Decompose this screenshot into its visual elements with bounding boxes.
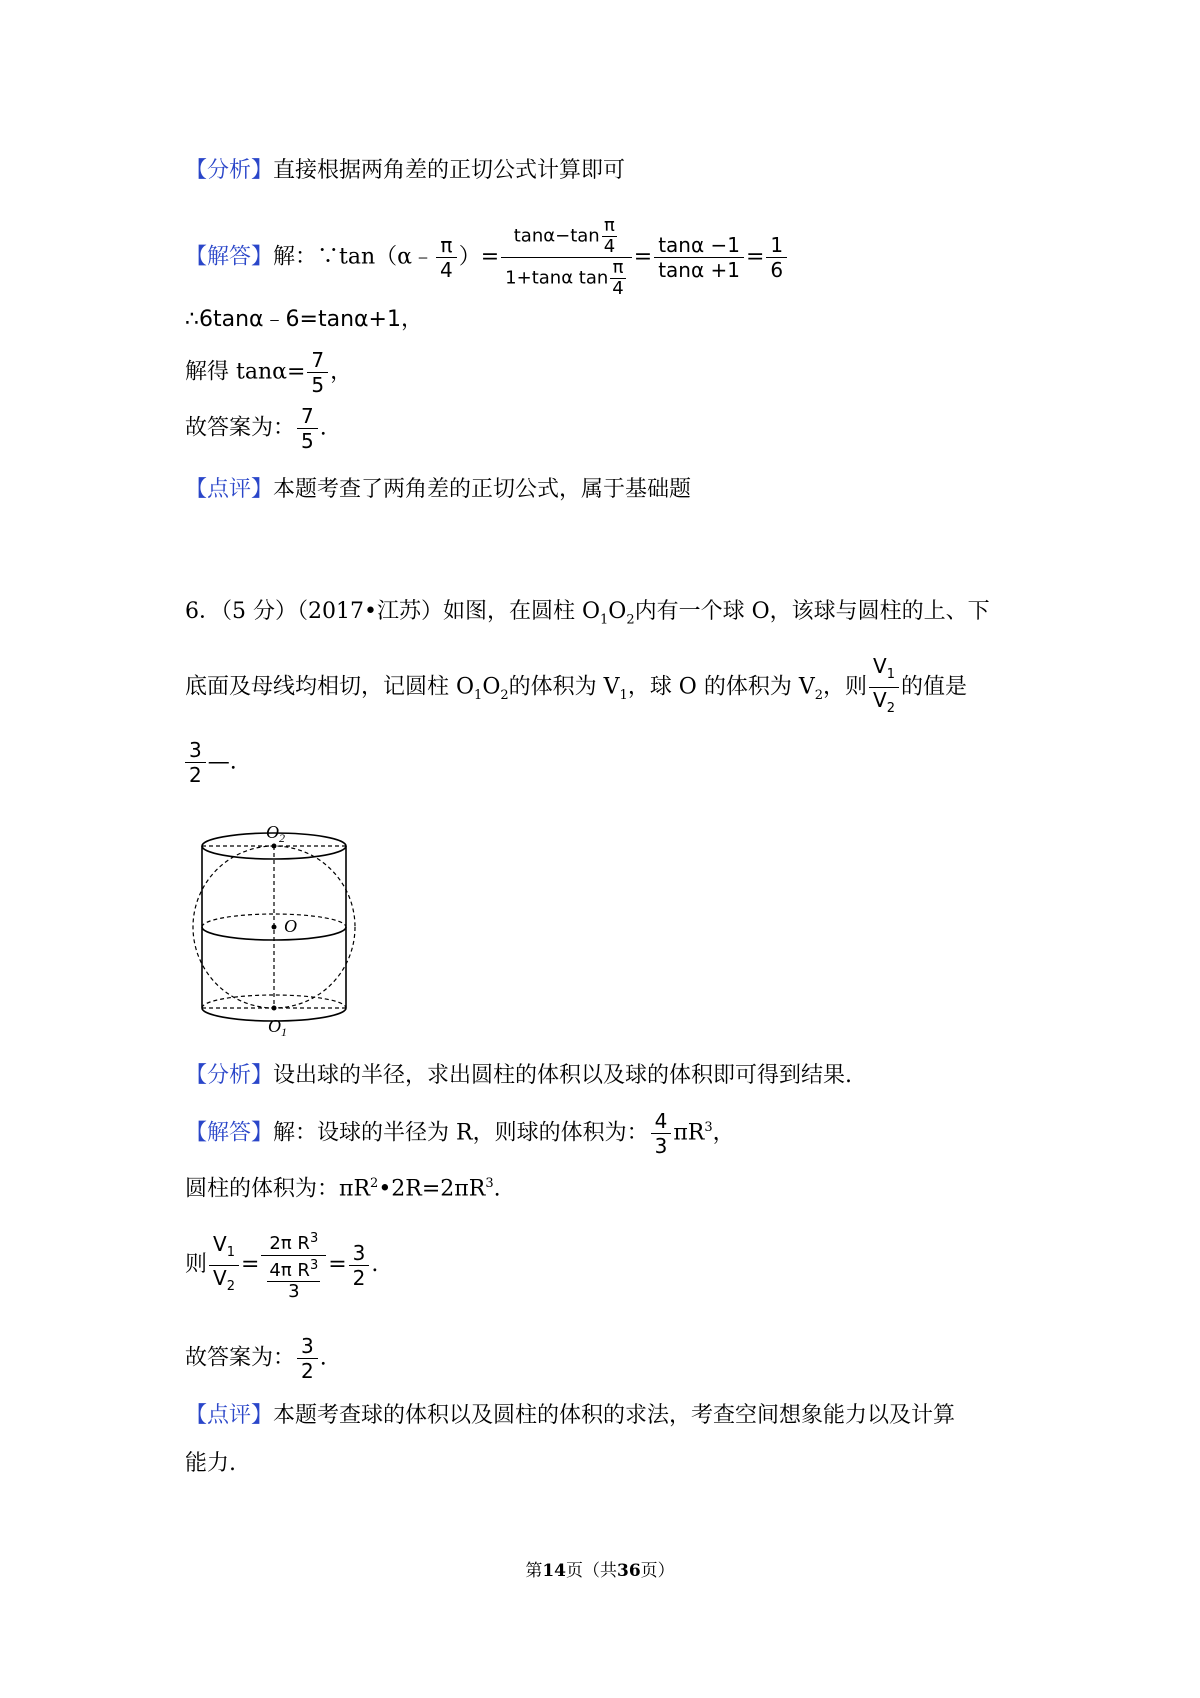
frac-den: tanα +1 <box>658 258 740 282</box>
pi-r: πR <box>673 1120 705 1146</box>
frac-num: 7 <box>297 404 318 429</box>
frac-num: 4 <box>651 1109 672 1134</box>
frac-num <box>209 1232 239 1266</box>
q6-answer-blank <box>185 738 237 787</box>
analysis-tag: 【分析】 <box>185 1063 274 1088</box>
inner-num: π <box>610 258 625 279</box>
ratio-suffix: . <box>371 1252 379 1277</box>
frac-num: 3 <box>349 1241 370 1266</box>
inner-fraction <box>267 1256 320 1302</box>
footer-text: 页（共 <box>566 1561 617 1581</box>
frac-num: 1 <box>766 233 787 258</box>
solution-text: ， <box>712 1120 735 1146</box>
superscript: 3 <box>485 1176 494 1191</box>
minus-tan: −tan <box>555 225 600 247</box>
close-paren: ）= <box>458 244 500 270</box>
page-footer <box>0 1556 1200 1581</box>
q6-line-1 <box>185 598 990 634</box>
top-point <box>272 844 277 849</box>
subscript: 2 <box>500 687 509 703</box>
v-letter: V <box>213 1231 227 1256</box>
superscript: 3 <box>704 1120 713 1135</box>
step2-prefix: 解得 tanα= <box>185 359 306 385</box>
frac-num: π <box>436 233 457 258</box>
volume-ratio-fraction <box>261 1228 326 1302</box>
footer-text: 页） <box>640 1561 675 1581</box>
four-thirds-fraction <box>651 1109 672 1158</box>
page-number: 14 <box>542 1561 566 1581</box>
step2-suffix: ， <box>330 359 353 385</box>
v-letter: V <box>873 654 887 678</box>
three-halves-fraction <box>185 738 206 787</box>
seven-fifths-answer <box>297 404 318 453</box>
pi-over-4-fraction <box>436 233 457 282</box>
solution-tag: 【解答】 <box>185 244 274 270</box>
answer-prefix: 故答案为： <box>185 1345 296 1371</box>
tan-difference-fraction <box>501 216 632 299</box>
comment-line-prev <box>185 476 691 504</box>
inner-den: 4 <box>612 278 624 299</box>
frac-num: 7 <box>307 348 328 373</box>
q6-text: ，球 O 的体积为 V <box>627 674 815 700</box>
subscript: 2 <box>226 1278 235 1294</box>
three-halves-answer <box>297 1334 318 1383</box>
one-plus-tan: 1+tanα tan <box>505 267 609 289</box>
total-pages: 36 <box>617 1561 641 1581</box>
center-point <box>272 925 277 930</box>
q6-ratio-line <box>185 1228 378 1302</box>
subscript: 1 <box>886 667 895 682</box>
inner-pi-4-top <box>602 216 617 257</box>
q6-text: 的值是 <box>900 674 967 700</box>
q6-text: 内有一个球 O，该球与圆柱的上、下 <box>634 599 990 624</box>
comment-text: 本题考查球的体积以及圆柱的体积的求法，考查空间想象能力以及计算 <box>273 1403 956 1428</box>
seven-fifths-fraction <box>307 348 328 397</box>
q6-text: 底面及母线均相切，记圆柱 O <box>185 674 475 700</box>
v1-over-v2-fraction <box>869 654 899 721</box>
comment-tag: 【点评】 <box>185 477 274 502</box>
comment-text: 本题考查了两角差的正切公式，属于基础题 <box>273 477 692 502</box>
q6-solution-line <box>185 1108 735 1158</box>
solution-tag: 【解答】 <box>185 1120 274 1146</box>
subscript: 1 <box>599 612 609 628</box>
cylinder-text: •2R=2πR <box>378 1176 486 1202</box>
frac-den <box>261 1256 326 1302</box>
inner-den: 3 <box>288 1281 300 1302</box>
v-letter: V <box>213 1265 227 1290</box>
v1-over-v2-fraction <box>209 1232 239 1299</box>
frac-num: 3 <box>185 738 206 763</box>
four-pi-r: 4π R <box>269 1260 310 1281</box>
frac-den: 5 <box>311 373 325 397</box>
frac-den: 2 <box>301 1359 314 1383</box>
frac-den: 2 <box>189 763 202 787</box>
v-letter: V <box>873 688 887 712</box>
superscript: 3 <box>309 1258 319 1273</box>
answer-suffix: . <box>319 1345 327 1371</box>
superscript: 3 <box>309 1231 319 1246</box>
frac-den: 6 <box>770 258 784 282</box>
analysis-text: 设出球的半径，求出圆柱的体积以及球的体积即可得到结果. <box>273 1063 853 1088</box>
cylinder-sphere-figure <box>186 808 366 1038</box>
analysis-tag: 【分析】 <box>185 158 274 183</box>
cylinder-text: . <box>493 1176 501 1202</box>
inner-num <box>267 1256 320 1282</box>
equals-sign: = <box>633 244 653 270</box>
frac-num <box>869 654 899 688</box>
blank-line: —. <box>207 749 237 775</box>
comment-tag: 【点评】 <box>185 1403 274 1428</box>
q6-comment-line-2: 能力. <box>185 1451 236 1476</box>
solution-prefix: 解：∵tan（α﹣ <box>273 244 434 270</box>
q6-text: 6．（5 分）（2017•江苏）如图，在圆柱 O <box>185 599 600 624</box>
ratio-prefix: 则 <box>185 1252 208 1277</box>
q6-cylinder-volume <box>185 1170 501 1203</box>
q6-text: 的体积为 V <box>508 674 620 700</box>
equals-sign: = <box>328 1252 347 1277</box>
footer-text: 第 <box>525 1561 543 1581</box>
simplified-fraction <box>654 233 744 282</box>
frac-den: 3 <box>654 1133 668 1158</box>
inner-num: π <box>602 216 617 237</box>
label-o2: $O_2$ <box>266 822 285 845</box>
analysis-line-prev <box>185 157 625 185</box>
inner-den: 4 <box>603 236 616 257</box>
q6-comment-line-1 <box>185 1402 955 1430</box>
subscript: 2 <box>886 701 895 716</box>
answer-suffix: . <box>319 415 327 441</box>
frac-num: tanα −1 <box>654 233 744 258</box>
one-sixth-fraction <box>766 233 787 282</box>
tan-diff-denominator <box>501 258 632 299</box>
bottom-point <box>272 1006 277 1011</box>
three-halves-fraction <box>349 1241 370 1290</box>
label-o1: $O_1$ <box>268 1016 287 1038</box>
frac-den: 5 <box>301 429 314 453</box>
equals-sign: = <box>240 1252 260 1277</box>
step-2 <box>185 348 352 397</box>
two-pi-r: 2π R <box>269 1233 310 1254</box>
q6-text: ，则 <box>823 674 868 700</box>
inner-pi-4-bottom <box>610 258 625 299</box>
tan-alpha: tanα <box>513 225 556 247</box>
equals-sign: = <box>745 244 765 270</box>
frac-den: 4 <box>440 258 453 282</box>
subscript: 1 <box>619 687 628 703</box>
frac-den: 2 <box>352 1265 366 1290</box>
frac-den <box>869 688 899 721</box>
q6-text: O <box>608 599 627 624</box>
frac-num: 3 <box>297 1334 318 1359</box>
frac-num <box>261 1228 326 1256</box>
subscript: 1 <box>226 1244 235 1260</box>
frac-den <box>209 1266 239 1299</box>
step-1: ∴6tanα﹣6=tanα+1， <box>185 307 423 332</box>
superscript: 2 <box>370 1176 379 1191</box>
tan-diff-numerator <box>501 216 632 258</box>
q6-answer-line <box>185 1334 327 1383</box>
q6-line-2 <box>185 654 967 721</box>
subscript: 1 <box>474 687 483 703</box>
solution-line-prev <box>185 216 789 299</box>
subscript: 2 <box>814 687 823 703</box>
analysis-text: 直接根据两角差的正切公式计算即可 <box>273 158 626 183</box>
cylinder-text: 圆柱的体积为：πR <box>185 1176 371 1202</box>
subscript: 2 <box>626 612 635 628</box>
solution-text: 解：设球的半径为 R，则球的体积为： <box>273 1120 649 1146</box>
answer-prefix: 故答案为： <box>185 415 296 441</box>
q6-text: O <box>482 674 501 700</box>
label-o: O <box>284 916 297 936</box>
answer-line-prev <box>185 404 327 453</box>
q6-analysis-line <box>185 1062 852 1090</box>
